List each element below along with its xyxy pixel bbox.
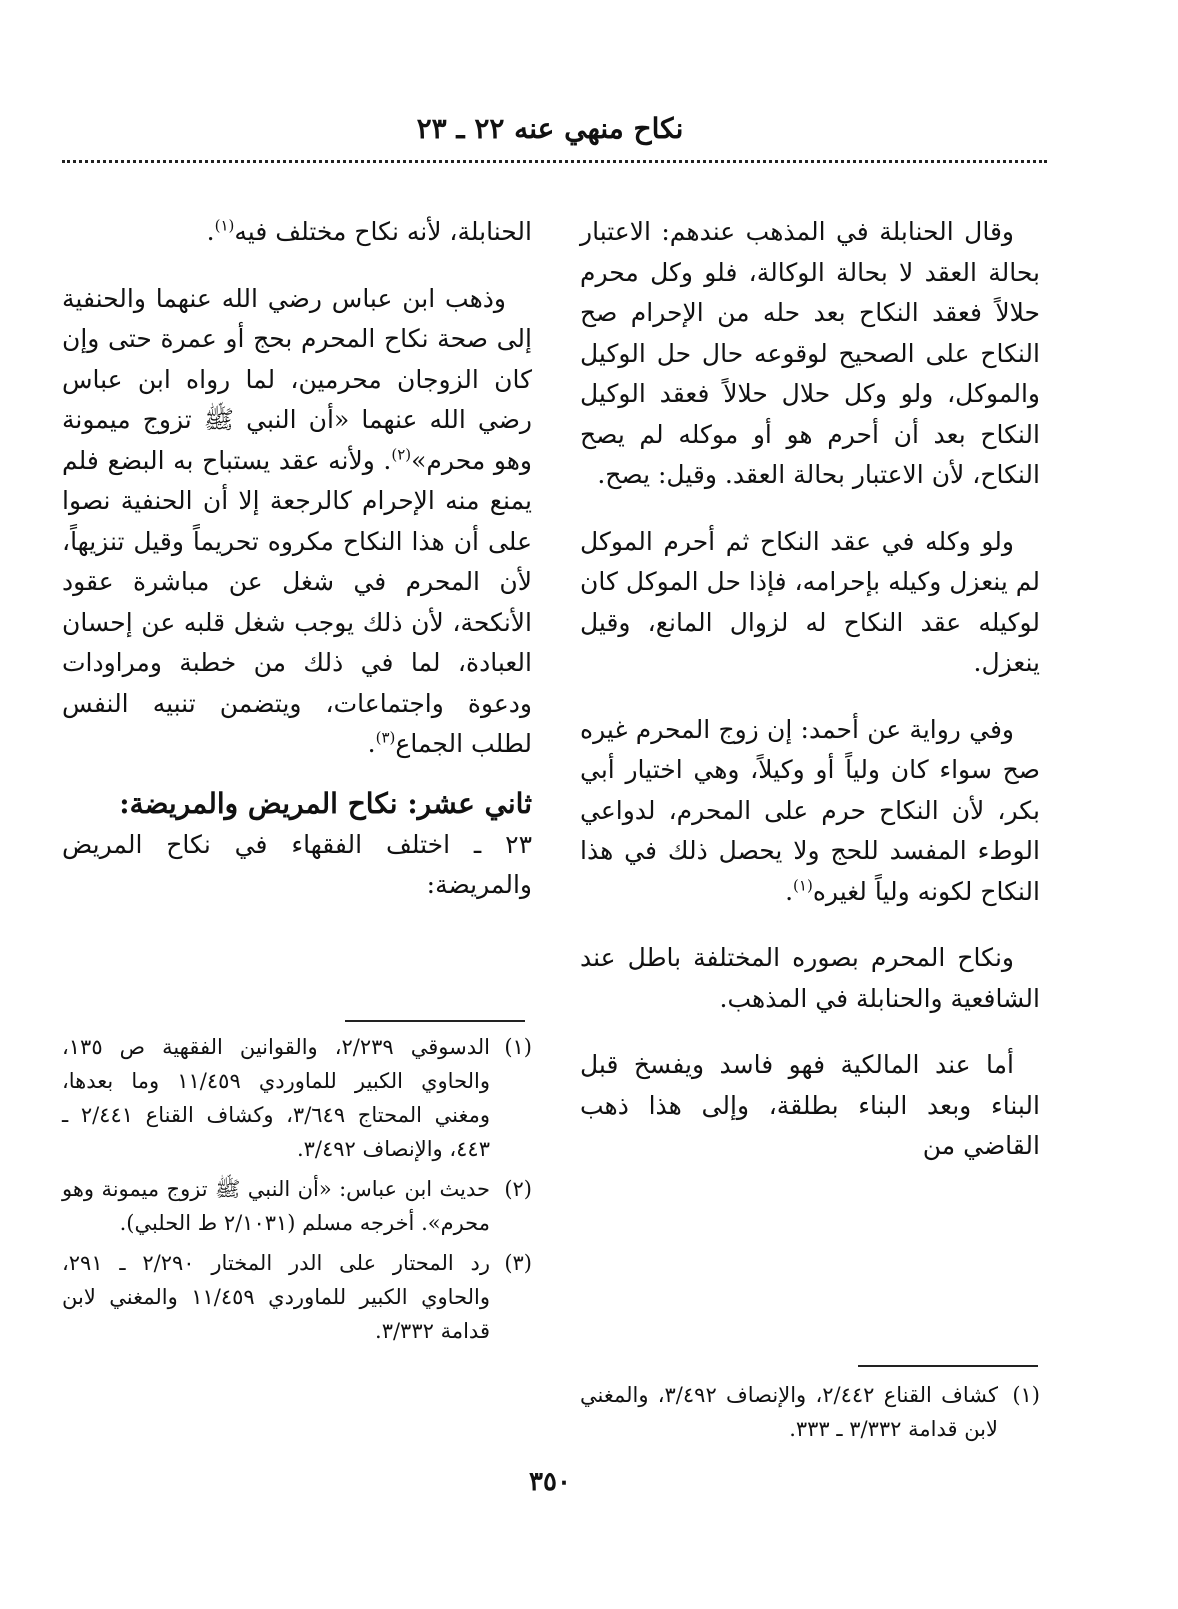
footnote [62,1172,532,1240]
paragraph: وقال الحنابلة في المذهب عندهم: الاعتبار بحالة العقد لا بحالة الوكالة، فلو وكل محرم حلالاً فعقد النكاح بعد حله من الإحرام صح النكاح على الصحيح لوقوعه حال حل الوكيل والموكل، ولو وكل حلال حلالاً فعقد الوكيل النكاح بعد أن أحرم هو أو موكله لم يصح النكاح، لأن الاعتبار بحالة العقد. وقيل: يصح. [580,217,1040,489]
paragraph: أما عند المالكية فهو فاسد ويفسخ قبل البناء وبعد البناء بطلقة، وإلى هذا ذهب القاضي من [580,1050,1040,1160]
paragraph: ٢٣ ـ اختلف الفقهاء في نكاح المريض والمريضة: [62,829,532,899]
punctuation: . [785,876,794,906]
running-header: نكاح منهي عنه ٢٢ ـ ٢٣ [416,112,684,145]
punctuation: . [367,729,376,758]
paragraph [62,279,532,765]
footnote-separator [345,1020,525,1022]
footnote-separator [858,1365,1038,1367]
footnote-ref: (٢) [391,445,412,464]
footnote-text: كشاف القناع ٢/٤٤٢، والإنصاف ٣/٤٩٢، والمغني لابن قدامة ٣/٣٣٢ ـ ٣٣٣. [580,1383,998,1441]
footnote-number: (١) [504,1035,532,1059]
right-column [580,212,1040,1167]
footnotes-right [580,1378,1040,1452]
footnote-ref: (٣) [375,728,396,747]
paragraph-text: . ولأنه عقد يستباح به البضع فلم يمنع منه الإحرام كالرجعة إلا أن الحنفية نصوا على أن هذا النكاح مكروه تحريماً وقيل تنزيهاً، لأن المحرم في شغل عن مباشرة عقود الأنكحة، لأن ذلك يوجب شغل قلبه عن إحسان العبادة، لما في ذلك من خطبة ومراودات ودعوة واجتماعات، ويتضمن تنبيه النفس لطلب الجماع [62,445,532,758]
footnote-ref: (١) [214,216,235,235]
paragraph: ونكاح المحرم بصوره المختلفة باطل عند الشافعية والحنابلة في المذهب. [580,943,1040,1013]
punctuation: . [206,217,215,246]
paragraph-text: الحنابلة، لأنه نكاح مختلف فيه [234,217,532,246]
footnote-text: حديث ابن عباس: «أن النبي ﷺ تزوج ميمونة وهو محرم». أخرجه مسلم (٢/١٠٣١ ط الحلبي). [62,1177,490,1235]
footnote-number: (٢) [504,1177,532,1201]
footnote-number: (١) [1012,1383,1040,1407]
paragraph [580,710,1040,913]
paragraph [62,212,532,253]
footnotes-left [62,1030,532,1354]
footnote-number: (٣) [504,1251,532,1275]
paragraph-text: وفي رواية عن أحمد: إن زوج المحرم غيره صح سواء كان ولياً أو وكيلاً، وهي اختيار أبي بكر، لأن النكاح حرم على المحرم، لدواعي الوطء المفسد للحج ولا يحصل ذلك في هذا النكاح لكونه ولياً لغيره [580,714,1040,906]
left-column [62,212,532,906]
section-heading: ثاني عشر: نكاح المريض والمريضة: [119,786,532,820]
footnote-ref: (١) [793,876,813,895]
footnote [62,1246,532,1348]
paragraph: ولو وكله في عقد النكاح ثم أحرم الموكل لم ينعزل وكيله بإحرامه، فإذا حل الموكل كان لوكيله عقد النكاح له لزوال المانع، وقيل ينعزل. [580,526,1040,677]
paragraph-text: وذهب ابن عباس رضي الله عنهما والحنفية إلى صحة نكاح المحرم بحج أو عمرة حتى وإن كان الزوجان محرمين، لما رواه ابن عباس رضي الله عنهما «أن النبي ﷺ تزوج ميمونة وهو محرم» [62,283,532,475]
footnote [580,1378,1040,1446]
footnote [62,1030,532,1166]
footnote-text: الدسوقي ٢/٢٣٩، والقوانين الفقهية ص ١٣٥، والحاوي الكبير للماوردي ١١/٤٥٩ وما بعدها، ومغني المحتاج ٣/٦٤٩، وكشاف القناع ٢/٤٤١ ـ ٤٤٣، والإنصاف ٣/٤٩٢. [62,1035,491,1161]
page-number: ٣٥٠ [529,1467,571,1497]
footnote-text: رد المحتار على الدر المختار ٢/٢٩٠ ـ ٢٩١، والحاوي الكبير للماوردي ١١/٤٥٩ والمغني لابن قدامة ٣/٣٣٢. [62,1251,490,1343]
header-dotted-divider [62,160,1047,163]
